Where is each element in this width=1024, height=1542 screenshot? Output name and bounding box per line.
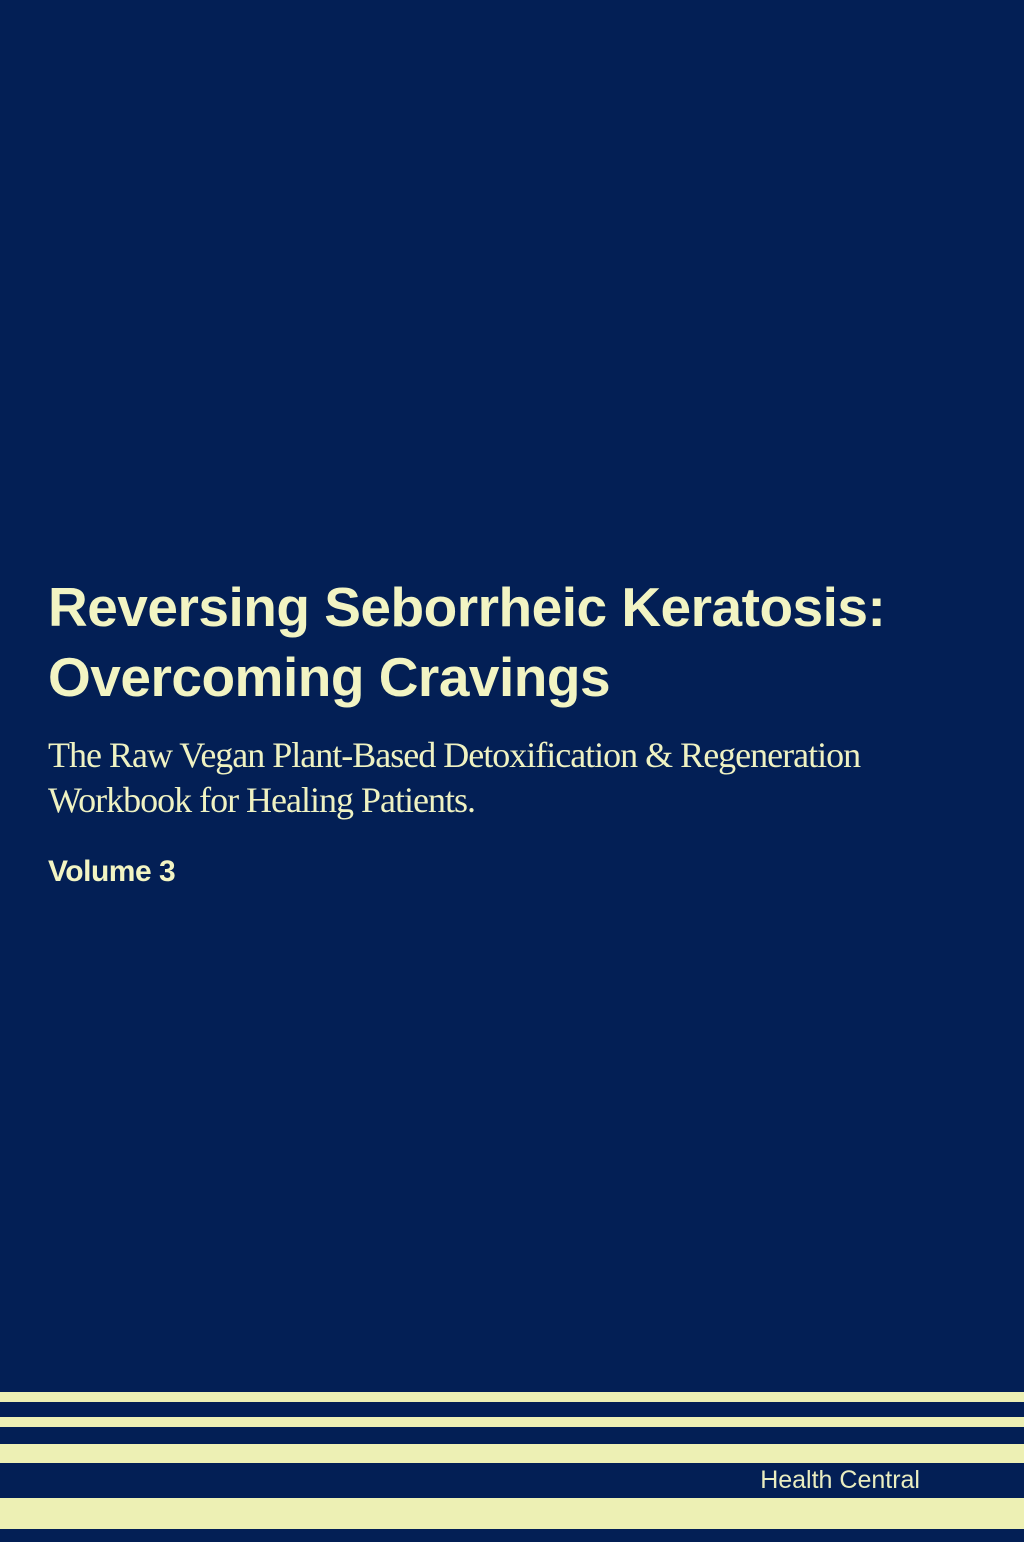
book-title-line-2: Overcoming Cravings	[48, 646, 611, 708]
footer-stripe-thin-2	[0, 1417, 1024, 1427]
footer-stripe-thin-1	[0, 1392, 1024, 1402]
footer-stripe-wide	[0, 1498, 1024, 1529]
book-subtitle-line-2: Workbook for Healing Patients.	[48, 780, 476, 820]
footer-stripe-medium	[0, 1444, 1024, 1463]
volume-label: Volume 3	[48, 855, 176, 888]
book-subtitle-line-1: The Raw Vegan Plant-Based Detoxification & Regeneration	[48, 735, 861, 775]
book-subtitle	[48, 733, 860, 823]
book-title-line-1: Reversing Seborrheic Keratosis:	[48, 576, 886, 638]
publisher-band	[0, 1463, 1024, 1498]
publisher-name: Health Central	[760, 1466, 920, 1494]
book-title	[48, 572, 885, 712]
